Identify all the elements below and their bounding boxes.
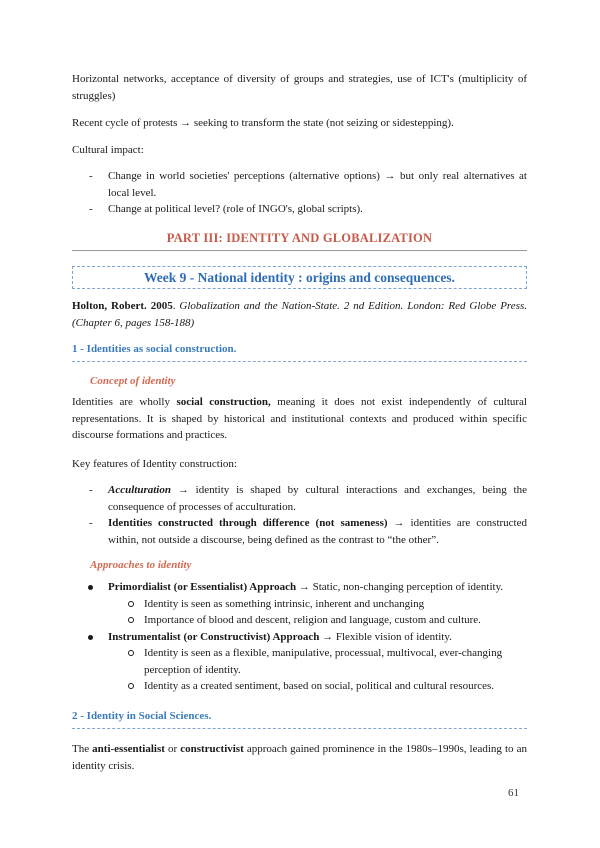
final-term-2: constructivist [180, 743, 244, 755]
list-item [72, 482, 527, 515]
circle-bullet-icon [128, 650, 134, 656]
approaches-title: Approaches to identity [90, 559, 192, 571]
circle-bullet-icon [128, 601, 134, 607]
section-2-divider [72, 728, 527, 729]
sub-item-text: Identity is seen as something intrinsic, inherent and unchanging [144, 597, 425, 610]
reference-author: Holton, Robert. 2005 [72, 300, 173, 312]
week-title: Week 9 - National identity : origins and consequences. [144, 270, 455, 285]
concept-text-post: meaning it does not exist independently of cultural representations. It is shaped by historical and institutional contexts and produced within specific discourse formations and practices. [72, 396, 527, 441]
approach-name: Instrumentalist (or Constructivist) Approach [108, 630, 320, 643]
list-item [72, 629, 527, 646]
list-item [72, 168, 527, 201]
approach-text: → Flexible vision of identity. [319, 630, 452, 643]
list-item-text: Change in world societies' perceptions (alternative options) → but only real alternatives at local level. [108, 170, 527, 199]
dash-marker: - [89, 484, 93, 496]
list-item [72, 201, 527, 218]
sub-item-text: Identity is seen as a flexible, manipulative, processual, multivocal, ever-changing perception of identity. [144, 647, 503, 676]
sub-list-item [72, 596, 527, 613]
week-title-box [72, 266, 527, 289]
concept-paragraph [72, 394, 527, 444]
final-text-mid: or [164, 743, 181, 755]
protests-paragraph: Recent cycle of protests → seeking to transform the state (not seizing or sidestepping). [72, 117, 454, 129]
concept-title: Concept of identity [90, 375, 176, 387]
feature-text: → identities are constructed within, not outside a discourse, being defined as the contrast to “the other”. [108, 517, 527, 546]
reference-separator: . [172, 300, 180, 312]
feature-text: → identity is shaped by cultural interactions and exchanges, being the consequence of processes of acculturation. [108, 484, 527, 513]
networks-paragraph: Horizontal networks, acceptance of diversity of groups and strategies, use of ICT's (multiplicity of struggles) [72, 73, 527, 102]
dash-marker: - [89, 517, 93, 529]
list-item-text: Change at political level? (role of INGO's, global scripts). [108, 203, 363, 215]
feature-term: Identities constructed through difference (not sameness) [108, 517, 388, 529]
section-2-title: 2 - Identity in Social Sciences. [72, 710, 212, 722]
final-term-1: anti-essentialist [92, 743, 165, 755]
part-divider [72, 250, 527, 251]
sub-item-text: Identity as a created sentiment, based on social, political and cultural resources. [144, 680, 495, 692]
key-features-list [72, 482, 527, 548]
final-paragraph [72, 741, 527, 774]
dash-marker: - [89, 203, 93, 215]
feature-term: Acculturation [108, 484, 171, 496]
dash-marker: - [89, 170, 93, 182]
part-title: PART III: IDENTITY AND GLOBALIZATION [166, 231, 433, 245]
final-text-pre: The [72, 743, 93, 755]
approaches-list [72, 579, 527, 695]
approach-name: Primordialist (or Essentialist) Approach [108, 581, 297, 593]
circle-bullet-icon [128, 617, 134, 623]
concept-text-bold: social construction, [176, 396, 271, 408]
sub-item-text: Importance of blood and descent, religion and language, custom and culture. [144, 614, 481, 626]
cultural-impact-label: Cultural impact: [72, 144, 144, 156]
reference-work: Globalization and the Nation-State. 2 nd Edition. London: Red Globe Press. (Chapter 6, pages 158-188) [72, 300, 528, 329]
final-text-post: approach gained prominence in the 1980s–1990s, leading to an identity crisis. [72, 743, 527, 772]
approach-text: → Static, non-changing perception of identity. [296, 581, 504, 593]
sub-list-item [72, 678, 527, 695]
page-number: 61 [508, 787, 519, 799]
bullet-icon [88, 585, 93, 590]
reference-citation [72, 298, 527, 331]
key-features-label: Key features of Identity construction: [72, 458, 237, 470]
concept-text-pre: Identities are wholly [72, 396, 177, 408]
section-1-title: 1 - Identities as social construction. [72, 343, 237, 355]
bullet-icon [88, 635, 93, 640]
list-item [72, 579, 527, 596]
section-1-divider [72, 361, 527, 362]
list-item [72, 515, 527, 548]
circle-bullet-icon [128, 683, 134, 689]
sub-list-item [72, 645, 527, 678]
cultural-impact-list [72, 168, 527, 218]
sub-list-item [72, 612, 527, 629]
